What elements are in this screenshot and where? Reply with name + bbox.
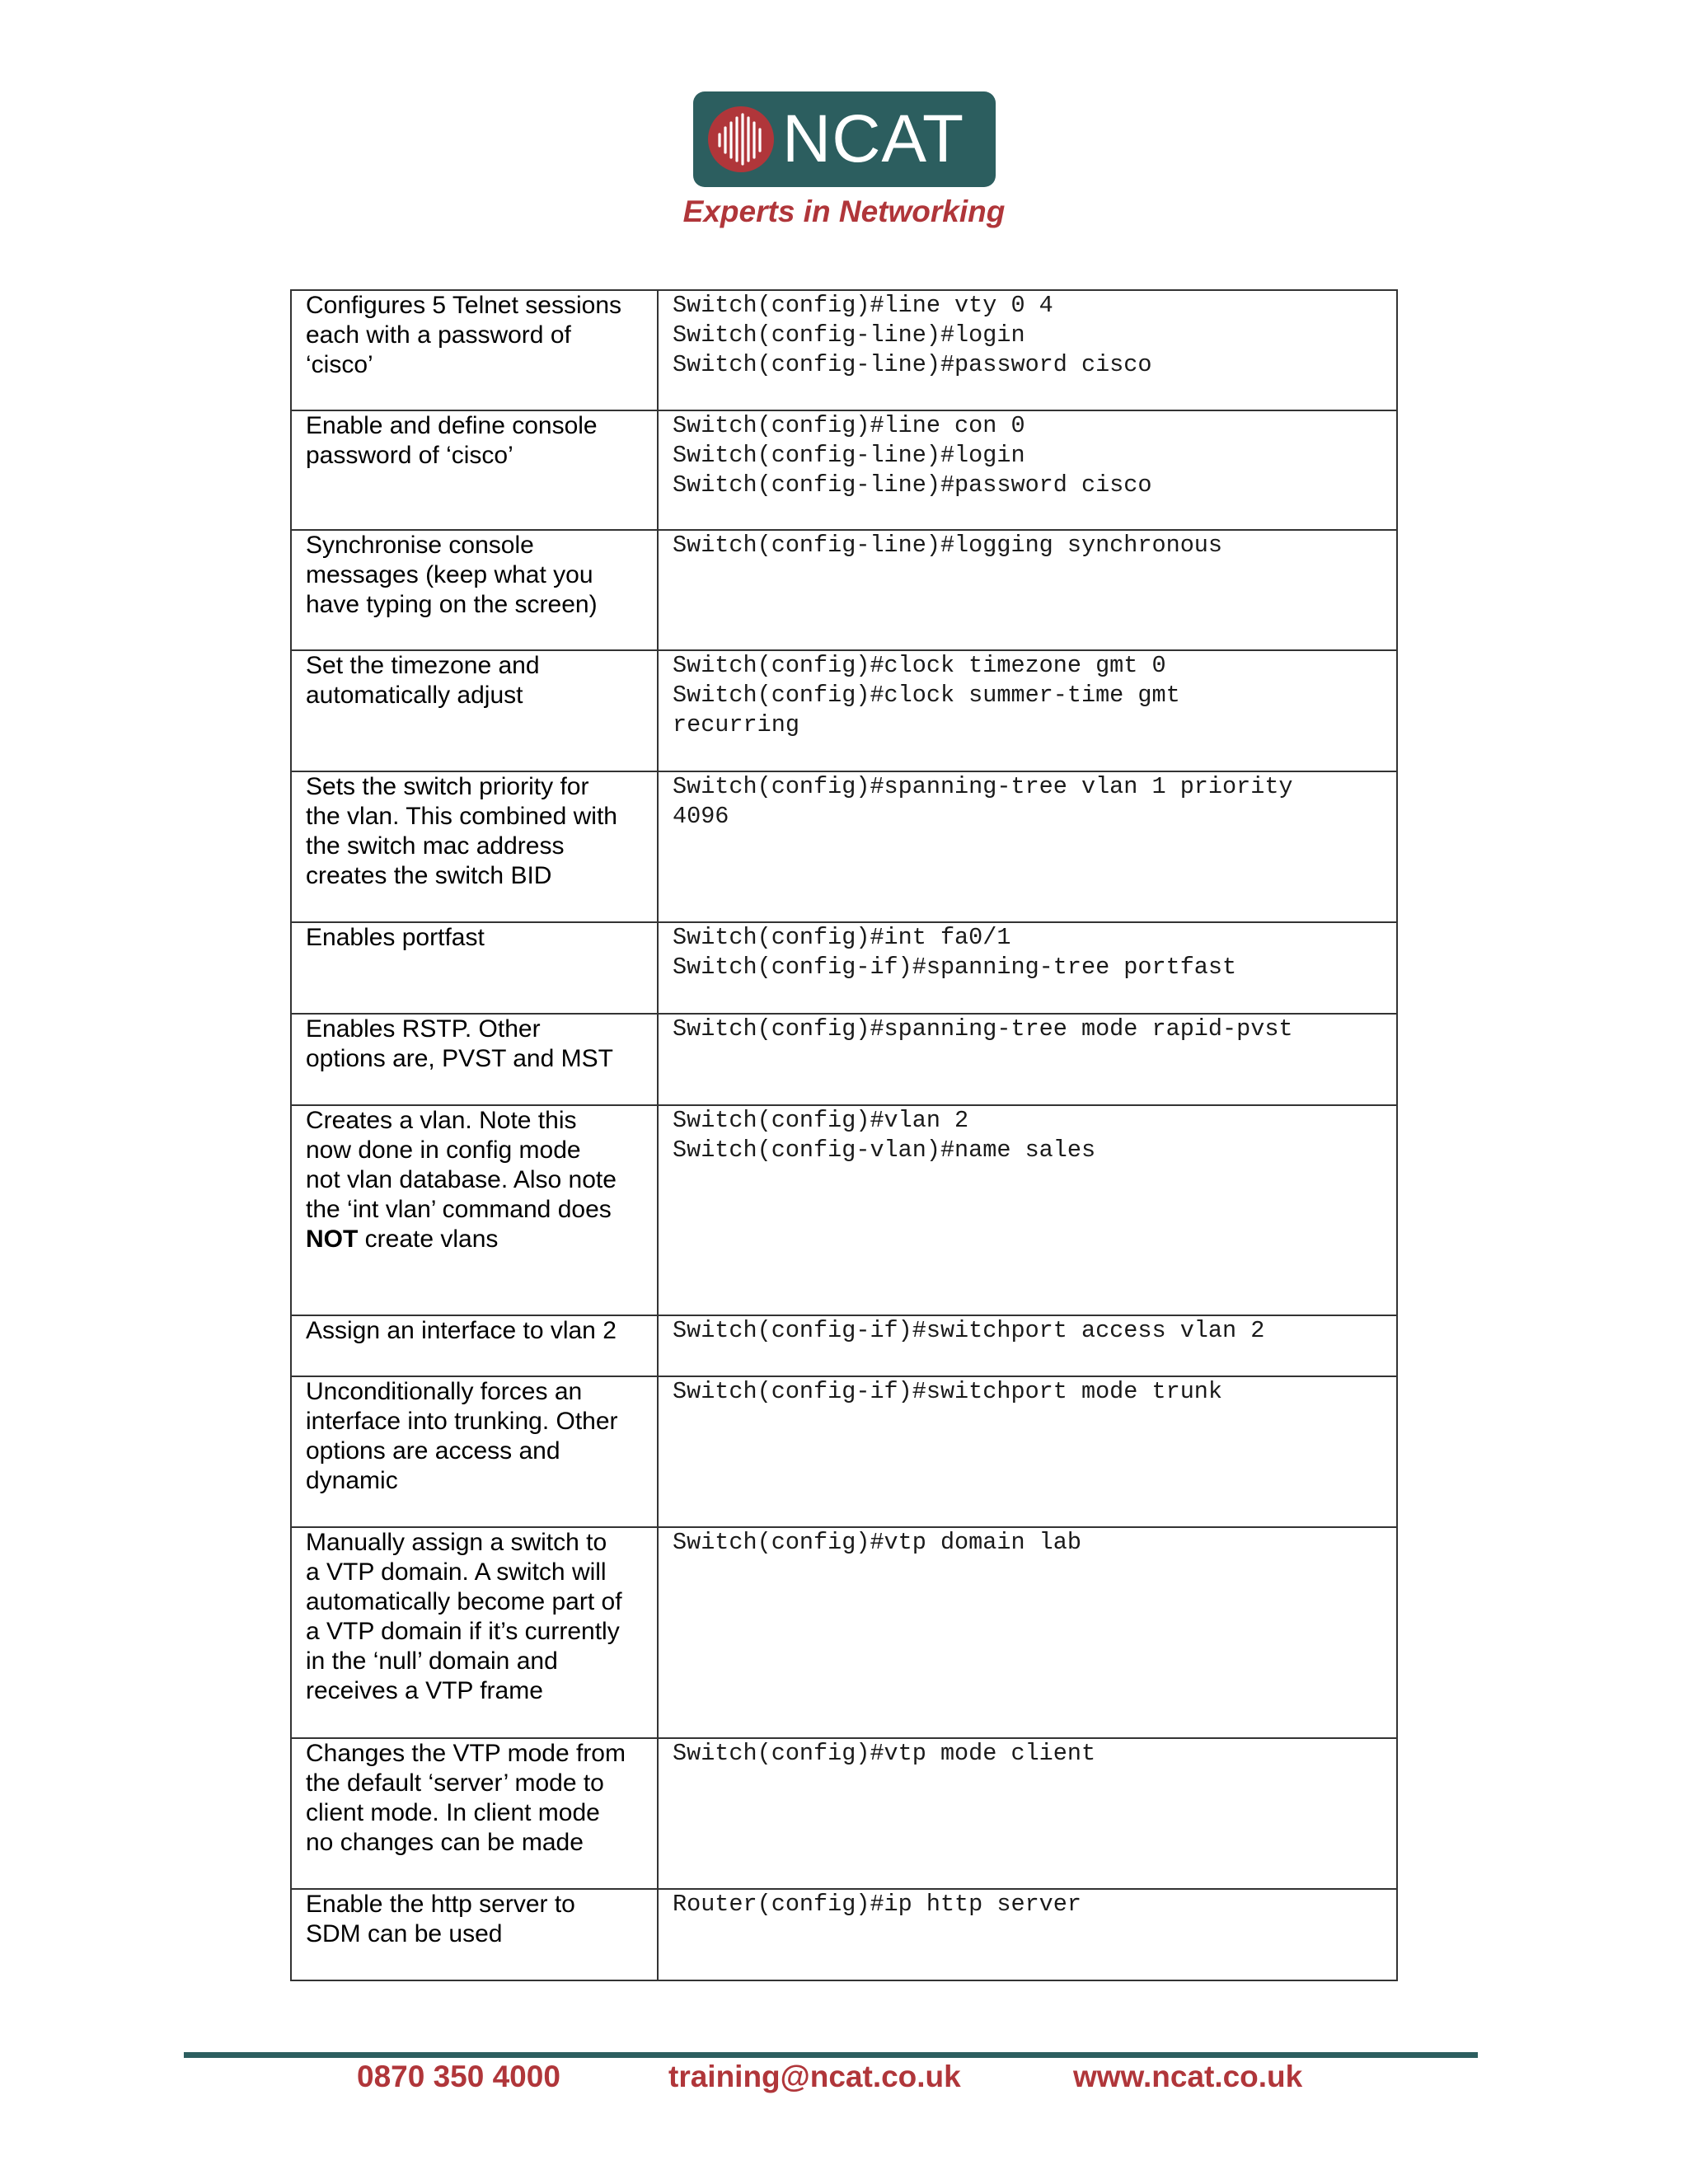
description-line [306,1225,647,1254]
description-line: messages (keep what you [306,561,593,588]
footer-email: training@ncat.co.uk [668,2060,961,2093]
command-cell [658,1376,1397,1527]
description-cell [291,1889,658,1980]
footer-phone: 0870 350 4000 [357,2060,560,2093]
description-line: options are, PVST and MST [306,1045,613,1072]
command-cell [658,1738,1397,1889]
description-line: no changes can be made [306,1829,584,1856]
command-cell [658,290,1397,410]
command-line: Switch(config-line)#login [673,442,1025,469]
table-row [291,1376,1397,1527]
command-line: Switch(config)#line con 0 [673,412,1025,439]
table-row [291,1315,1397,1376]
table-row [291,410,1397,530]
command-line: Switch(config-line)#logging synchronous [673,532,1223,559]
description-line: now done in config mode [306,1137,581,1164]
emphasis-text: NOT [306,1226,359,1253]
command-table [290,289,1398,1981]
command-cell [658,650,1397,771]
command-line: Switch(config-line)#password cisco [673,471,1152,499]
logo-text: NCAT [782,101,965,176]
description-line: creates the switch BID [306,862,552,889]
description-line: a VTP domain if it’s currently [306,1618,620,1645]
command-line: Switch(config-line)#password cisco [673,351,1152,378]
command-line: Switch(config)#clock summer-time gmt [673,682,1180,709]
command-cell [658,1527,1397,1738]
description-line: options are access and [306,1437,560,1465]
description-line: Enables RSTP. Other [306,1015,541,1043]
command-cell [658,922,1397,1014]
ncat-logo-mark-icon [705,103,777,176]
description-cell [291,771,658,922]
description-line: automatically adjust [306,682,523,709]
description-line: Enables portfast [306,924,485,951]
description-line: the vlan. This combined with [306,803,617,830]
command-line: Switch(config-if)#spanning-tree portfast [673,954,1237,981]
description-cell [291,410,658,530]
description-line: Unconditionally forces an [306,1378,583,1405]
table-row [291,1527,1397,1738]
command-line: Switch(config)#spanning-tree vlan 1 priority [673,773,1293,800]
command-line: Router(config)#ip http server [673,1891,1081,1918]
command-line: Switch(config)#vtp mode client [673,1740,1096,1767]
description-cell [291,1105,658,1315]
description-line: Enable the http server to [306,1891,575,1918]
table-row [291,1738,1397,1889]
command-line: Switch(config)#line vty 0 4 [673,292,1053,319]
tagline: Experts in Networking [682,194,1006,228]
description-line: receives a VTP frame [306,1677,543,1704]
description-line: Assign an interface to vlan 2 [306,1317,617,1344]
description-line: password of ‘cisco’ [306,442,513,469]
table-row [291,771,1397,922]
description-line: Configures 5 Telnet sessions [306,292,621,319]
description-line: interface into trunking. Other [306,1408,618,1435]
command-line: Switch(config)#vtp domain lab [673,1529,1081,1556]
table-row [291,1014,1397,1105]
command-cell [658,1315,1397,1376]
description-cell [291,1014,658,1105]
command-line: 4096 [673,803,729,830]
description-cell [291,290,658,410]
command-line: recurring [673,711,799,738]
description-cell [291,530,658,650]
description-cell [291,650,658,771]
command-line: Switch(config)#clock timezone gmt 0 [673,652,1166,679]
description-line: Enable and define console [306,412,598,439]
command-line: Switch(config)#int fa0/1 [673,924,1011,951]
command-line: Switch(config-if)#switchport access vlan 2 [673,1317,1265,1344]
command-line: Switch(config-line)#login [673,321,1025,349]
command-line: Switch(config)#vlan 2 [673,1107,969,1134]
description-line: not vlan database. Also note [306,1166,617,1193]
command-line: Switch(config)#spanning-tree mode rapid-pvst [673,1015,1293,1043]
description-line: Manually assign a switch to [306,1529,607,1556]
description-cell [291,922,658,1014]
description-line: automatically become part of [306,1588,622,1615]
description-line: dynamic [306,1467,398,1494]
command-cell [658,1014,1397,1105]
description-line: Creates a vlan. Note this [306,1107,577,1134]
description-tail: create vlans [358,1226,499,1253]
table-row [291,650,1397,771]
description-line: have typing on the screen) [306,591,598,618]
command-cell [658,771,1397,922]
description-line: client mode. In client mode [306,1799,600,1826]
ncat-logo [693,91,996,187]
table-row [291,290,1397,410]
table-row [291,922,1397,1014]
description-cell [291,1527,658,1738]
command-cell [658,1105,1397,1315]
description-line: in the ‘null’ domain and [306,1647,558,1675]
table-row [291,530,1397,650]
description-line: SDM can be used [306,1920,503,1947]
description-line: the default ‘server’ mode to [306,1769,604,1797]
description-line: ‘cisco’ [306,351,373,378]
footer-website: www.ncat.co.uk [1073,2060,1303,2093]
description-line: each with a password of [306,321,571,349]
description-line: the switch mac address [306,832,565,860]
description-line: Changes the VTP mode from [306,1740,626,1767]
command-cell [658,530,1397,650]
description-line: Set the timezone and [306,652,540,679]
table-row [291,1889,1397,1980]
description-cell [291,1376,658,1527]
table-row [291,1105,1397,1315]
description-line: a VTP domain. A switch will [306,1558,607,1586]
command-cell [658,410,1397,530]
description-cell [291,1315,658,1376]
command-line: Switch(config-vlan)#name sales [673,1137,1096,1164]
description-line: Synchronise console [306,532,534,559]
command-line: Switch(config-if)#switchport mode trunk [673,1378,1223,1405]
description-cell [291,1738,658,1889]
description-line: Sets the switch priority for [306,773,589,800]
description-line: the ‘int vlan’ command does [306,1196,612,1223]
command-cell [658,1889,1397,1980]
